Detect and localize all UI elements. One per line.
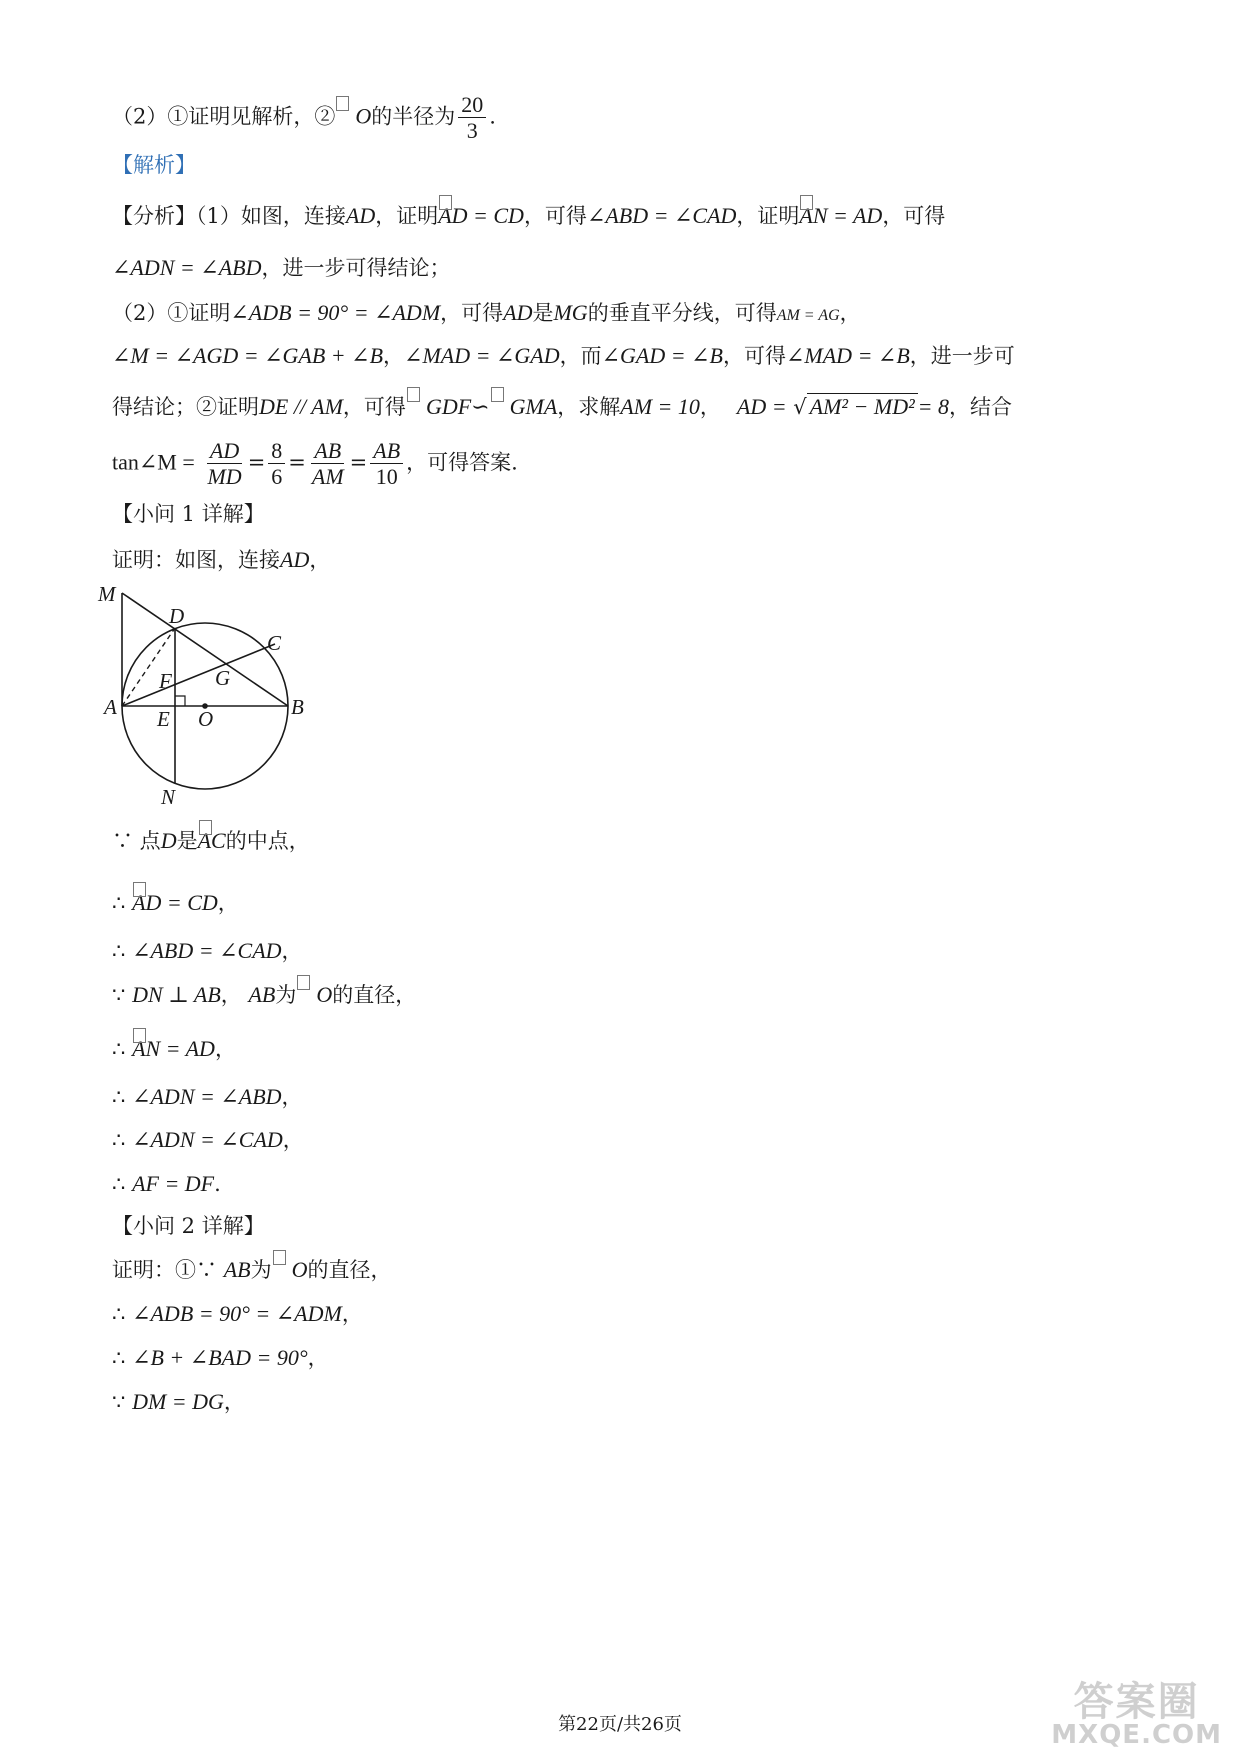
- triangle-symbol: [490, 395, 510, 420]
- proof1-line-7: [112, 1127, 304, 1153]
- text: 证明：如图，连接: [112, 548, 280, 572]
- proof1-line-1: [112, 828, 310, 854]
- angle-equation: ∠ADN = ∠ABD: [112, 255, 262, 280]
- answer-circle-o: O: [355, 103, 372, 129]
- q1-intro: [112, 547, 330, 573]
- text: 为: [250, 1258, 272, 1282]
- label-d: D: [169, 604, 185, 628]
- therefore-symbol: ∴: [112, 1085, 126, 1109]
- text: ，: [220, 983, 242, 1007]
- therefore-symbol: ∴: [112, 1128, 126, 1152]
- right-angle-mark: [175, 696, 185, 706]
- text: ，: [223, 1390, 245, 1414]
- arc-equation: AD = CD: [132, 890, 218, 915]
- angle-equation: ∠ADB = 90° = ∠ADM: [132, 1301, 342, 1326]
- fraction-denominator: 6: [271, 464, 283, 490]
- fraction-8-6: [268, 438, 285, 490]
- text: 为: [275, 983, 297, 1007]
- segment-ac: [122, 644, 275, 706]
- analysis-line-1: [112, 203, 945, 229]
- text: 的直径，: [332, 983, 417, 1007]
- text: 【分析】（1）如图，连接: [112, 204, 346, 228]
- analysis-line-2: [112, 255, 450, 281]
- text: ，可得答案.: [406, 450, 518, 475]
- answer-fraction: [458, 92, 486, 144]
- angle-equation: ∠MAD = ∠GAD: [404, 343, 560, 368]
- analysis-line-5: 得结论；②证明DE // AM，可得 GDF∽ GMA，求解AM = 10， AD = √ AM² − MD² = 8，结合: [112, 394, 1013, 419]
- fraction-denominator: 10: [375, 464, 398, 490]
- ad-equals: AD =: [736, 394, 787, 419]
- text: ，可得: [440, 301, 504, 325]
- ad-value: = 8: [917, 394, 950, 419]
- proof2-line-2: [112, 1301, 363, 1327]
- circle-symbol: [296, 983, 316, 1008]
- arc-ac: AC: [197, 828, 226, 853]
- angle-equation: ∠M = ∠AGD = ∠GAB + ∠B: [112, 343, 384, 368]
- label-m: M: [98, 582, 116, 606]
- text: 是: [532, 301, 554, 325]
- analysis-line-3: [112, 300, 861, 326]
- similar-right: GMA: [509, 394, 558, 419]
- text: ，而: [559, 344, 602, 368]
- math-am-ag: AM = AG: [776, 307, 840, 324]
- text: 的直径，: [307, 1258, 392, 1282]
- text: 证明：①∵: [112, 1258, 217, 1282]
- text: ，: [309, 548, 331, 572]
- angle-equation: ∠ADN = ∠CAD: [132, 1127, 283, 1152]
- q2-header: 【小问 2 详解】: [112, 1214, 265, 1238]
- fraction-ab-10: [370, 438, 403, 490]
- perpendicular-statement: DN ⊥ AB: [132, 982, 221, 1007]
- therefore-symbol: ∴: [112, 1037, 126, 1061]
- text: ，: [282, 1128, 304, 1152]
- label-n: N: [161, 785, 176, 809]
- proof1-line-5: [112, 1036, 236, 1062]
- am-value: AM = 10: [620, 394, 700, 419]
- text: ，: [839, 301, 861, 325]
- watermark-url: MXQE.COM: [1051, 1720, 1222, 1750]
- fraction-ab-am: [309, 438, 347, 490]
- proof1-line-2: [112, 890, 239, 916]
- angle-equation: ∠ADN = ∠ABD: [132, 1084, 282, 1109]
- because-symbol: ∵: [112, 983, 126, 1007]
- text: 是: [176, 829, 198, 853]
- label-b: B: [291, 695, 304, 719]
- label-f: F: [159, 669, 172, 693]
- therefore-symbol: ∴: [112, 939, 126, 963]
- geometry-figure: [95, 578, 345, 813]
- fraction-denominator: MD: [207, 464, 242, 490]
- fraction-denominator: AM: [311, 464, 344, 490]
- angle-equation: ∠MAD = ∠B: [785, 343, 910, 368]
- angle-equation: ∠GAD = ∠B: [601, 343, 723, 368]
- tan-expression: tan∠M =: [112, 449, 195, 475]
- similar-left: GDF∽: [425, 394, 490, 419]
- circle-symbol: [272, 1258, 292, 1283]
- text: ，进一步可: [909, 344, 1015, 368]
- proof2-line-3: [112, 1345, 329, 1371]
- text: ，可得: [342, 395, 406, 419]
- label-o: O: [198, 707, 214, 731]
- text: ，: [214, 1037, 236, 1061]
- fraction-numerator: AD: [207, 438, 242, 464]
- fraction-numerator: 8: [268, 438, 285, 464]
- math-o: O: [316, 982, 333, 1007]
- math-ad: AD: [280, 547, 310, 572]
- text: ，证明: [375, 204, 439, 228]
- arc-equation: AD = CD: [438, 203, 524, 228]
- proof1-line-4: [112, 982, 416, 1008]
- angle-equation: ∠ABD = ∠CAD: [132, 938, 282, 963]
- arc-equation: AN = AD: [132, 1036, 215, 1061]
- text: ，可得: [722, 344, 786, 368]
- text: ，求解: [557, 395, 621, 419]
- equation: DM = DG: [132, 1389, 224, 1414]
- text: ，可得: [523, 204, 587, 228]
- arc-equation: AN = AD: [799, 203, 883, 228]
- fraction-numerator: AB: [311, 438, 344, 464]
- therefore-symbol: ∴: [112, 891, 126, 915]
- therefore-symbol: ∴: [112, 1302, 126, 1326]
- text: .: [214, 1172, 221, 1196]
- proof1-line-3: [112, 938, 303, 964]
- page-footer: 第22页/共26页: [558, 1714, 682, 1735]
- math-ab: AB: [223, 1257, 251, 1282]
- proof1-line-6: [112, 1084, 303, 1110]
- math-o: O: [291, 1257, 308, 1282]
- because-symbol: ∵: [112, 1390, 126, 1414]
- label-e: E: [157, 707, 170, 731]
- jiexi-label: 【解析】: [112, 153, 196, 177]
- angle-equation: ∠ADB = 90° = ∠ADM: [230, 300, 441, 325]
- math-d: D: [160, 828, 177, 853]
- text: ，进一步可得结论；: [261, 256, 451, 280]
- math-ad: AD: [503, 300, 533, 325]
- answer-prefix: （2）①证明见解析，②: [112, 104, 336, 129]
- answer-end: .: [489, 104, 496, 129]
- circle-symbol: [335, 104, 355, 129]
- proof1-line-8: [112, 1171, 221, 1197]
- parallel-statement: DE // AM: [259, 394, 343, 419]
- therefore-symbol: ∴: [112, 1346, 126, 1370]
- text: 的垂直平分线，可得: [587, 301, 777, 325]
- text: （2）①证明: [112, 301, 231, 325]
- answer-mid: 的半径为: [371, 104, 456, 129]
- answer-line: [112, 92, 496, 144]
- proof2-line-4: [112, 1389, 245, 1415]
- label-c: C: [267, 631, 282, 655]
- text: ，: [281, 1085, 303, 1109]
- fraction-numerator: 20: [458, 92, 486, 118]
- text: ，结合: [949, 395, 1013, 419]
- math-ad: AD: [345, 203, 376, 228]
- text: 的中点，: [225, 829, 310, 853]
- text: ，: [307, 1346, 329, 1370]
- fraction-denominator: 3: [466, 118, 478, 144]
- text: ∵ 点: [112, 829, 161, 853]
- text: ，证明: [736, 204, 800, 228]
- dashed-ad: [122, 628, 175, 706]
- text: ，: [281, 939, 303, 963]
- proof2-line-1: [112, 1257, 392, 1283]
- watermark-text: 答案圈: [1073, 1679, 1200, 1725]
- math-ab: AB: [248, 982, 276, 1007]
- text: ，: [341, 1302, 363, 1326]
- watermark-logo: [1051, 1679, 1222, 1750]
- angle-equation: ∠ABD = ∠CAD: [586, 203, 737, 228]
- text: 得结论；②证明: [112, 395, 259, 419]
- analysis-line-6: tan∠M = $\frac{AD}{MD}$ = $\frac{8}{6}$ = $\frac{AB}{AM}$ = $\frac{AB}{10}$ ，可得答案.: [112, 438, 518, 490]
- fraction-numerator: AB: [370, 438, 403, 464]
- text: ，: [699, 395, 721, 419]
- label-a: A: [104, 695, 117, 719]
- text: ，: [383, 344, 405, 368]
- angle-equation: ∠B + ∠BAD = 90°: [132, 1345, 308, 1370]
- therefore-symbol: ∴: [112, 1172, 126, 1196]
- analysis-line-4: [112, 343, 1015, 369]
- sqrt-expression: AM² − MD²: [807, 393, 918, 420]
- math-mg: MG: [553, 300, 588, 325]
- fraction-ad-md: [204, 438, 244, 490]
- triangle-symbol: [406, 395, 426, 420]
- text: ，: [217, 891, 239, 915]
- text: ，可得: [882, 204, 946, 228]
- equation: AF = DF: [132, 1171, 215, 1196]
- q1-header: 【小问 1 详解】: [112, 502, 265, 526]
- label-g: G: [215, 666, 231, 690]
